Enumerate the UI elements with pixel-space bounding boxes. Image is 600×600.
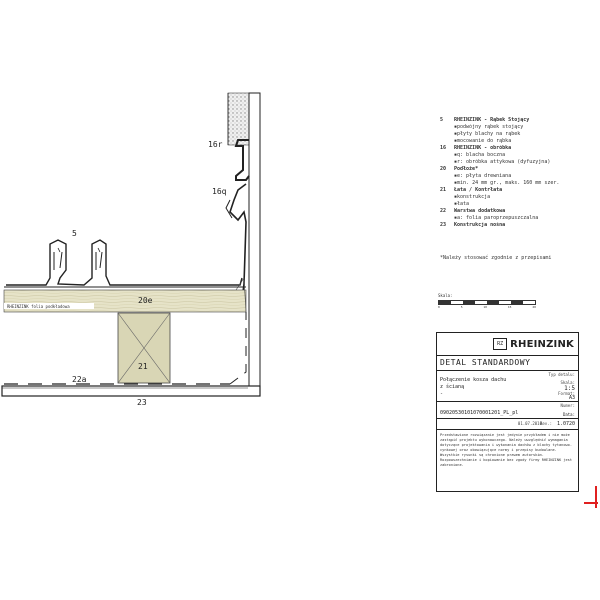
legend-item-22: 22 Warstwa dodatkowa ▪ a: folia paroprzepuszczalna xyxy=(440,208,590,222)
callout-22a: 22a xyxy=(72,375,87,384)
legend-item-21: 21 Łata / Kontrłata ▪ konstrukcja ▪ łata xyxy=(440,187,590,208)
callout-21: 21 xyxy=(138,362,148,371)
detail-description: Połączenie kosza dachu z ścianą - xyxy=(440,377,507,397)
disclaimer-text: Przedstawione rozwiązanie jest jedynie przykładem i nie może zastąpić projektu wykonawczego. Należy uwzględnić wymagania dotyczące projektowania i wykonania dachów z blachy tytanowo-cynkowej oraz obowiązujące normy i przepisy budowlane. Wszystkie rysunki są chronione prawem autorskim. Rozpowszechnianie i kopiowanie bez zgody firmy RHEINZINK jest zabronione. xyxy=(440,433,572,467)
revision-value: 1.0720 xyxy=(556,421,575,427)
label-scale: Skala: xyxy=(560,380,575,385)
wall-structure xyxy=(249,93,260,396)
legend-item-20: 20 Podłoże* ▪ e: płyta drewniana ▪ min. 24 mm gr., maks. 160 mm szer. xyxy=(440,166,590,187)
brand-name: RHEINZINK xyxy=(510,338,574,350)
detail-title: DETAL STANDARDOWY xyxy=(437,356,578,371)
coping-flashing-16r xyxy=(236,140,249,180)
side-flashing-16q xyxy=(230,184,246,292)
legend-note: *Należy stosować zgodnie z przepisami xyxy=(440,255,552,261)
revision-cell xyxy=(437,419,578,430)
underlay-label: RHEINZINK folia podkładowa xyxy=(7,304,70,309)
drawing-code: 09020530101070001201_PL_pl xyxy=(440,410,519,416)
legend-item-5: 5 RHEINZINK - Rąbek Stojący ▪ podwójny rąbek stojący ▪ płyty blachy na rąbek ▪ mocowanie do rąbka xyxy=(440,117,590,145)
wall-insulation xyxy=(228,93,249,145)
drawing-number-cell xyxy=(437,402,578,419)
legend-item-16: 16 RHEINZINK - obróbka ▪ q: blacha boczna ▪ r: obróbka attykowa (dyfuzyjna) xyxy=(440,145,590,166)
legend-item-23: 23 Konstrukcja nośna xyxy=(440,222,506,228)
callout-23: 23 xyxy=(137,398,147,407)
format-value: A3 xyxy=(568,395,575,401)
label-date: Data: xyxy=(562,412,575,417)
legend xyxy=(440,117,590,229)
scale-bar xyxy=(438,293,538,309)
date-value: 01.07.2010 xyxy=(517,421,542,426)
scale-ticks: 0 5 10 15 20 xyxy=(438,305,536,309)
title-block xyxy=(436,332,579,492)
callout-16r: 16r xyxy=(208,140,223,149)
callout-16q: 16q xyxy=(212,187,227,196)
label-revision: Rev.: xyxy=(539,421,552,426)
brand-logo xyxy=(437,333,578,356)
structure-23 xyxy=(2,386,260,396)
standing-seam-5 xyxy=(6,240,242,285)
logo-mark-icon: RZ xyxy=(493,338,507,350)
scale-caption: Skala: xyxy=(438,293,453,298)
label-number: Numer: xyxy=(560,403,575,408)
detail-description-cell xyxy=(437,371,578,402)
callout-20e: 20e xyxy=(138,296,153,305)
label-format: Format: xyxy=(558,391,575,396)
label-type: Typ detalu: xyxy=(548,372,575,377)
scale-value: 1:5 xyxy=(564,385,575,392)
callout-5: 5 xyxy=(72,229,77,238)
crop-mark-icon xyxy=(584,486,598,508)
